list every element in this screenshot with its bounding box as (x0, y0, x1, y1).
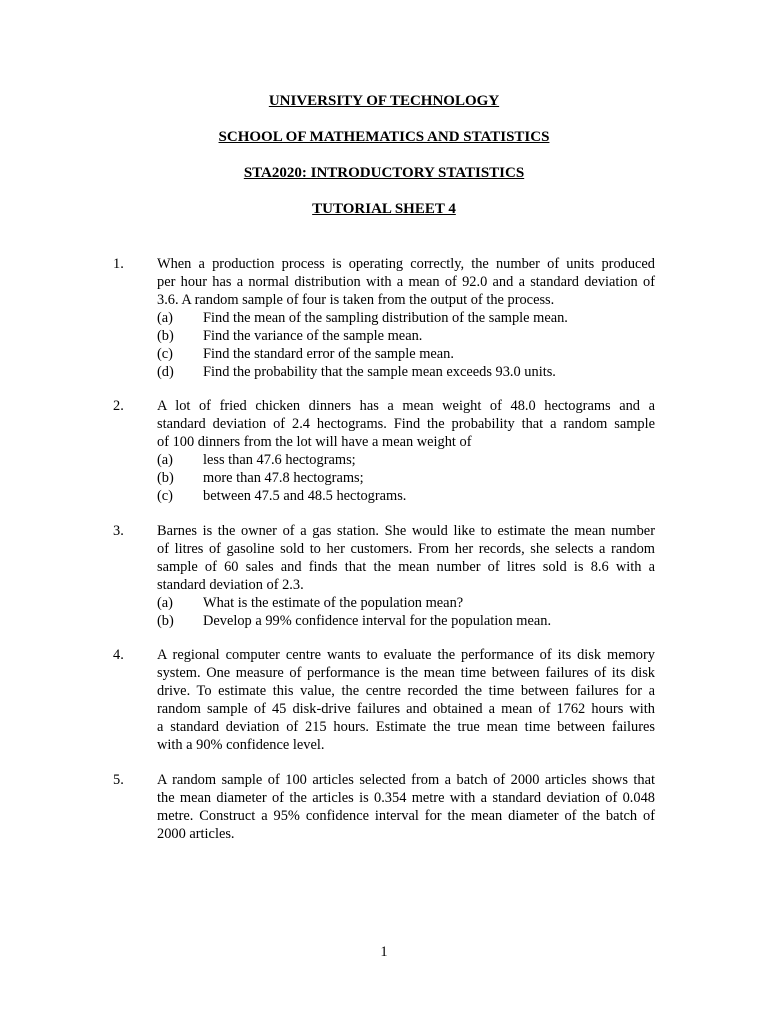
question-number: 1. (113, 256, 124, 272)
sub-question-text: Find the mean of the sampling distribution of the sample mean. (203, 310, 568, 326)
sub-question-label: (d) (157, 364, 174, 380)
question-number: 4. (113, 647, 124, 663)
question-line: of 100 dinners from the lot will have a mean weight of (157, 434, 472, 450)
page-number: 1 (380, 944, 388, 960)
question-line: a standard deviation of 215 hours. Estimate the true mean time between failures (157, 719, 655, 735)
sub-question-label: (c) (157, 346, 173, 362)
question-line: per hour has a normal distribution with a mean of 92.0 and a standard deviation of (157, 274, 655, 290)
question-line: standard deviation of 2.3. (157, 577, 304, 593)
question-line: A regional computer centre wants to evaluate the performance of its disk memory (157, 647, 655, 663)
school-title: SCHOOL OF MATHEMATICS AND STATISTICS (218, 129, 550, 145)
sub-question-label: (a) (157, 452, 173, 468)
question-line: drive. To estimate this value, the centre recorded the time between failures for a (157, 683, 655, 699)
sub-question-label: (a) (157, 595, 173, 611)
question-line: When a production process is operating correctly, the number of units produced (157, 256, 655, 272)
sub-question-label: (b) (157, 328, 174, 344)
sub-question-text: Find the variance of the sample mean. (203, 328, 423, 344)
sub-question-label: (b) (157, 470, 174, 486)
question-number: 3. (113, 523, 124, 539)
sheet-title: TUTORIAL SHEET 4 (312, 201, 456, 217)
sub-question-text: Find the probability that the sample mean exceeds 93.0 units. (203, 364, 556, 380)
sub-question-label: (a) (157, 310, 173, 326)
university-title: UNIVERSITY OF TECHNOLOGY (268, 93, 500, 109)
question-line: Barnes is the owner of a gas station. She would like to estimate the mean number (157, 523, 655, 539)
question-line: the mean diameter of the articles is 0.354 metre with a standard deviation of 0.048 (157, 790, 655, 806)
sub-question-text: What is the estimate of the population mean? (203, 595, 464, 611)
question-line: of litres of gasoline sold to her customers. From her records, she selects a random (157, 541, 655, 557)
question-line: 3.6. A random sample of four is taken from the output of the process. (157, 292, 555, 308)
question-line: random sample of 45 disk-drive failures and obtained a mean of 1762 hours with (157, 701, 655, 717)
sub-question-text: Develop a 99% confidence interval for the population mean. (203, 613, 552, 629)
sub-question-text: between 47.5 and 48.5 hectograms. (203, 488, 407, 504)
sub-question-label: (b) (157, 613, 174, 629)
sub-question-text: Find the standard error of the sample mean. (203, 346, 454, 362)
course-title: STA2020: INTRODUCTORY STATISTICS (243, 165, 525, 181)
question-line: A lot of fried chicken dinners has a mean weight of 48.0 hectograms and a (157, 398, 655, 414)
question-line: metre. Construct a 95% confidence interval for the mean diameter of the batch of (157, 808, 655, 824)
question-line: with a 90% confidence level. (157, 737, 325, 753)
question-line: standard deviation of 2.4 hectograms. Find the probability that a random sample (157, 416, 655, 432)
question-line: 2000 articles. (157, 826, 235, 842)
sub-question-text: more than 47.8 hectograms; (203, 470, 364, 486)
question-line: A random sample of 100 articles selected from a batch of 2000 articles shows that (157, 772, 655, 788)
question-number: 2. (113, 398, 124, 414)
question-line: sample of 60 sales and finds that the mean number of litres sold is 8.6 with a (157, 559, 655, 575)
sub-question-text: less than 47.6 hectograms; (203, 452, 356, 468)
sub-question-label: (c) (157, 488, 173, 504)
question-line: system. One measure of performance is the mean time between failures of its disk (157, 665, 655, 681)
question-number: 5. (113, 772, 124, 788)
